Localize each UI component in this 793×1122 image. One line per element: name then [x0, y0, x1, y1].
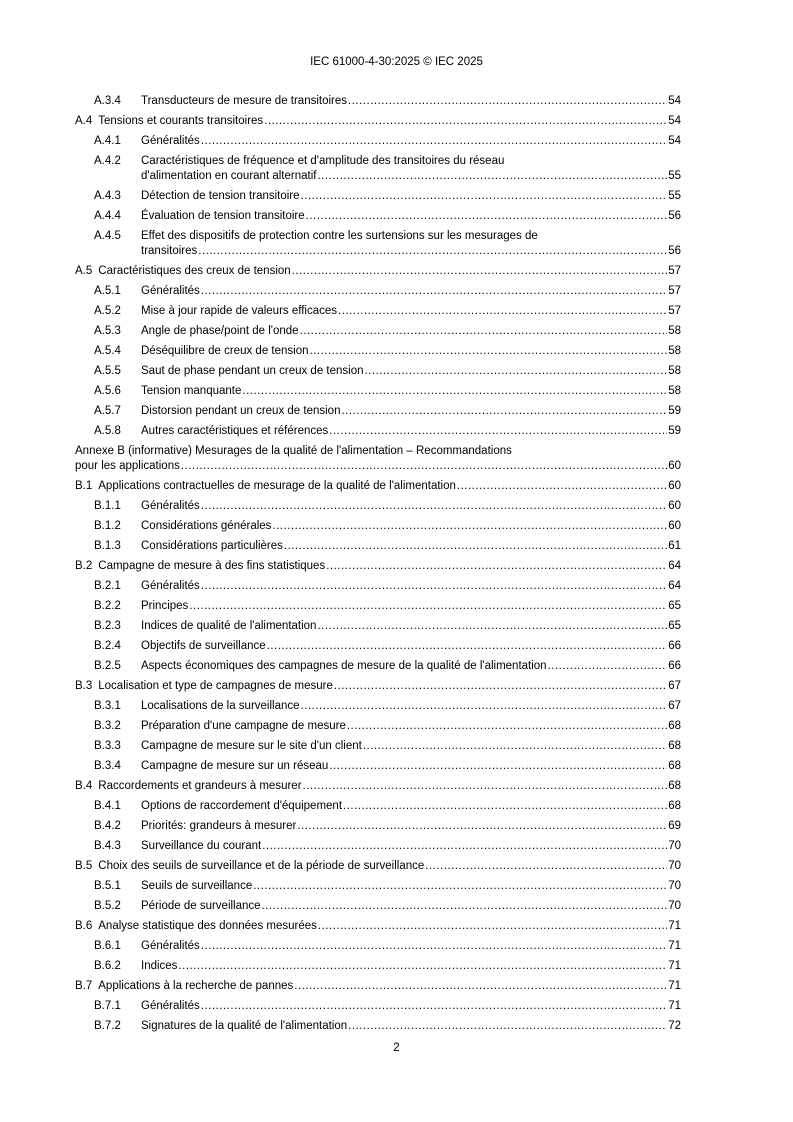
toc-entry-page: 71	[668, 940, 681, 952]
toc-entry[interactable]	[75, 919, 681, 934]
toc-entry-title: Choix des seuils de surveillance et de la période de surveillance	[98, 860, 425, 872]
toc-entry[interactable]	[75, 189, 681, 204]
toc-entry-page: 60	[668, 520, 681, 532]
toc-entry[interactable]	[75, 899, 681, 914]
toc-entry-page: 72	[668, 1020, 681, 1032]
toc-entry-title: Principes	[141, 600, 189, 612]
toc-entry-page: 59	[668, 425, 681, 437]
toc-entry-page: 68	[668, 720, 681, 732]
toc-entry-number: B.7	[75, 980, 93, 992]
toc-entry-number: B.3.2	[94, 720, 121, 732]
toc-entry-number: A.5	[75, 265, 93, 277]
toc-entry-title: Localisation et type de campagnes de mesure	[98, 680, 333, 692]
toc-entry-number: B.5.2	[94, 900, 121, 912]
toc-entry-page: 68	[668, 740, 681, 752]
toc-entry[interactable]	[75, 229, 681, 259]
toc-entry-title: Raccordements et grandeurs à mesurer	[98, 780, 302, 792]
toc-entry-number: B.2.4	[94, 640, 121, 652]
toc-entry-title-continued: transitoires	[141, 245, 198, 257]
dot-leader	[318, 919, 667, 934]
toc-entry-title: Généralités	[141, 580, 200, 592]
toc-entry-title: Priorités: grandeurs à mesurer	[141, 820, 297, 832]
toc-entry-page: 56	[668, 245, 681, 257]
toc-entry-page: 68	[668, 760, 681, 772]
toc-entry-number: B.1.3	[94, 540, 121, 552]
toc-entry-page: 71	[668, 980, 681, 992]
toc-entry-title: Généralités	[141, 285, 200, 297]
dot-leader	[341, 404, 667, 419]
toc-entry-number: B.2.5	[94, 660, 121, 672]
toc-entry-title: Campagne de mesure sur un réseau	[141, 760, 329, 772]
toc-entry-title: Caractéristiques des creux de tension	[98, 265, 291, 277]
toc-entry-page: 64	[668, 580, 681, 592]
dot-leader	[329, 759, 667, 774]
dot-leader	[363, 739, 667, 754]
dot-leader	[201, 579, 667, 594]
toc-entry[interactable]	[75, 959, 681, 974]
toc-entry-page: 66	[668, 660, 681, 672]
toc-entry[interactable]	[75, 304, 681, 319]
toc-entry[interactable]	[75, 134, 681, 149]
dot-leader	[348, 1019, 667, 1034]
toc-entry-page: 61	[668, 540, 681, 552]
dot-leader	[306, 209, 668, 224]
dot-leader	[334, 679, 667, 694]
toc-entry[interactable]	[75, 499, 681, 514]
toc-entry-number: B.2.3	[94, 620, 121, 632]
toc-entry-title: Effet des dispositifs de protection contre les surtensions sur les mesurages de	[141, 230, 538, 242]
toc-entry-page: 70	[668, 880, 681, 892]
dot-leader	[178, 959, 667, 974]
toc-entry-title: Caractéristiques de fréquence et d'amplitude des transitoires du réseau	[141, 155, 505, 167]
toc-entry-number: A.4.3	[94, 190, 121, 202]
toc-entry-number: B.6.2	[94, 960, 121, 972]
dot-leader	[301, 699, 668, 714]
toc-entry-title: Autres caractéristiques et références	[141, 425, 329, 437]
toc-entry[interactable]	[75, 819, 681, 834]
dot-leader	[201, 134, 667, 149]
toc-entry[interactable]	[75, 209, 681, 224]
dot-leader	[338, 304, 667, 319]
dot-leader	[348, 94, 667, 109]
toc-entry[interactable]	[75, 519, 681, 534]
dot-leader	[264, 114, 667, 129]
dot-leader	[189, 599, 667, 614]
toc-entry-number: B.2.2	[94, 600, 121, 612]
toc-entry[interactable]	[75, 404, 681, 419]
dot-leader	[457, 479, 667, 494]
toc-entry[interactable]	[75, 539, 681, 554]
toc-entry-number: A.5.3	[94, 325, 121, 337]
dot-leader	[310, 344, 668, 359]
dot-leader	[181, 459, 667, 474]
toc-entry-number: A.5.4	[94, 345, 121, 357]
toc-entry-number: B.2.1	[94, 580, 121, 592]
toc-entry-title: Signatures de la qualité de l'alimentation	[141, 1020, 348, 1032]
toc-entry-number: B.4.1	[94, 800, 121, 812]
toc-entry-title: Campagne de mesure à des fins statistiques	[98, 560, 326, 572]
toc-entry[interactable]	[75, 154, 681, 184]
toc-entry-page: 67	[668, 680, 681, 692]
toc-entry-title: Applications contractuelles de mesurage de la qualité de l'alimentation	[98, 480, 456, 492]
toc-entry-number: B.7.1	[94, 1000, 121, 1012]
dot-leader	[301, 189, 668, 204]
dot-leader	[272, 519, 667, 534]
toc-entry-number: A.4	[75, 115, 93, 127]
toc-entry-page: 54	[668, 135, 681, 147]
toc-entry-number: A.4.2	[94, 155, 121, 167]
dot-leader	[262, 899, 668, 914]
toc-entry[interactable]	[75, 384, 681, 399]
toc-entry[interactable]	[75, 364, 681, 379]
dot-leader	[201, 999, 667, 1014]
toc-entry[interactable]	[75, 559, 681, 574]
toc-entry-page: 65	[668, 600, 681, 612]
toc-entry[interactable]	[75, 324, 681, 339]
toc-entry[interactable]	[75, 619, 681, 634]
dot-leader	[198, 244, 667, 259]
toc-entry-number: B.3	[75, 680, 93, 692]
toc-entry-page: 59	[668, 405, 681, 417]
dot-leader	[317, 619, 667, 634]
toc-entry[interactable]	[75, 979, 681, 994]
toc-entry-title: Évaluation de tension transitoire	[141, 210, 305, 222]
toc-entry[interactable]	[75, 659, 681, 674]
toc-entry[interactable]	[75, 284, 681, 299]
toc-entry-title: Tension manquante	[141, 385, 242, 397]
toc-entry-number: A.5.5	[94, 365, 121, 377]
dot-leader	[267, 639, 668, 654]
toc-entry-page: 54	[668, 95, 681, 107]
dot-leader	[303, 779, 668, 794]
toc-entry-page: 60	[668, 480, 681, 492]
toc-entry-page: 64	[668, 560, 681, 572]
toc-entry-title: Généralités	[141, 940, 200, 952]
toc-entry-title: Surveillance du courant	[141, 840, 262, 852]
toc-entry-page: 70	[668, 840, 681, 852]
toc-entry[interactable]	[75, 699, 681, 714]
page-number: 2	[393, 1042, 400, 1054]
toc-entry-page: 71	[668, 1000, 681, 1012]
toc-entry-number: B.1.2	[94, 520, 121, 532]
toc-entry[interactable]	[75, 264, 681, 279]
toc-entry-number: A.5.1	[94, 285, 121, 297]
toc-entry-title: Mise à jour rapide de valeurs efficaces	[141, 305, 338, 317]
toc-entry-page: 68	[668, 780, 681, 792]
toc-entry-page: 55	[668, 170, 681, 182]
toc-entry-title: Seuils de surveillance	[141, 880, 253, 892]
toc-entry-number: B.3.1	[94, 700, 121, 712]
toc-entry-page: 70	[668, 860, 681, 872]
toc-entry[interactable]	[75, 344, 681, 359]
toc-entry-page: 57	[668, 305, 681, 317]
toc-entry[interactable]	[75, 639, 681, 654]
dot-leader	[262, 839, 667, 854]
toc-entry[interactable]	[75, 839, 681, 854]
toc-entry-page: 71	[668, 960, 681, 972]
toc-entry-title: Annexe B (informative) Mesurages de la qualité de l'alimentation – Recommandations	[75, 445, 512, 457]
toc-entry-page: 65	[668, 620, 681, 632]
toc-entry-title: Indices	[141, 960, 178, 972]
dot-leader	[317, 169, 667, 184]
toc-entry[interactable]	[75, 719, 681, 734]
dot-leader	[300, 324, 668, 339]
toc-entry[interactable]	[75, 94, 681, 109]
toc-entry-title: Applications à la recherche de pannes	[98, 980, 294, 992]
toc-entry-title: Aspects économiques des campagnes de mesure de la qualité de l'alimentation	[141, 660, 547, 672]
toc-entry-page: 57	[668, 265, 681, 277]
toc-entry-page: 58	[668, 385, 681, 397]
dot-leader	[365, 364, 668, 379]
toc-entry-number: B.3.4	[94, 760, 121, 772]
toc-entry-title: Transducteurs de mesure de transitoires	[141, 95, 348, 107]
toc-entry-page: 54	[668, 115, 681, 127]
toc-entry-number: A.4.1	[94, 135, 121, 147]
toc-entry-page: 58	[668, 345, 681, 357]
toc-entry-page: 60	[668, 460, 681, 472]
toc-entry-number: A.5.6	[94, 385, 121, 397]
toc-entry-title: Détection de tension transitoire	[141, 190, 300, 202]
toc-entry[interactable]	[75, 939, 681, 954]
toc-entry[interactable]	[75, 599, 681, 614]
dot-leader	[284, 539, 667, 554]
toc-entry[interactable]	[75, 114, 681, 129]
toc-entry-title: Considérations générales	[141, 520, 272, 532]
dot-leader	[294, 979, 667, 994]
dot-leader	[292, 264, 668, 279]
toc-entry-number: A.4.4	[94, 210, 121, 222]
toc-entry-number: B.6.1	[94, 940, 121, 952]
toc-entry[interactable]	[75, 1019, 681, 1034]
toc-entry-title: Options de raccordement d'équipement	[141, 800, 343, 812]
toc-entry-title: Saut de phase pendant un creux de tension	[141, 365, 364, 377]
toc-entry-page: 58	[668, 325, 681, 337]
toc-entry-page: 55	[668, 190, 681, 202]
toc-entry[interactable]	[75, 679, 681, 694]
toc-entry-number: A.5.8	[94, 425, 121, 437]
toc-entry-title: Déséquilibre de creux de tension	[141, 345, 309, 357]
page-header: IEC 61000-4-30:2025 © IEC 2025	[310, 56, 483, 68]
toc-entry-number: A.3.4	[94, 95, 121, 107]
toc-entry-page: 70	[668, 900, 681, 912]
toc-entry-title: Campagne de mesure sur le site d'un client	[141, 740, 362, 752]
toc-entry-page: 57	[668, 285, 681, 297]
toc-entry-number: B.5.1	[94, 880, 121, 892]
toc-entry-number: B.1.1	[94, 500, 121, 512]
toc-entry-title: Distorsion pendant un creux de tension	[141, 405, 341, 417]
dot-leader	[242, 384, 667, 399]
toc-entry-title-continued: pour les applications	[75, 460, 180, 472]
table-of-contents	[75, 94, 681, 1034]
toc-entry-page: 69	[668, 820, 681, 832]
toc-entry-number: A.5.2	[94, 305, 121, 317]
dot-leader	[201, 499, 667, 514]
dot-leader	[297, 819, 667, 834]
toc-entry[interactable]	[75, 859, 681, 874]
toc-entry[interactable]	[75, 759, 681, 774]
toc-entry[interactable]	[75, 479, 681, 494]
toc-entry-page: 68	[668, 800, 681, 812]
toc-entry-number: A.4.5	[94, 230, 121, 242]
toc-entry-title: Préparation d'une campagne de mesure	[141, 720, 346, 732]
toc-entry[interactable]	[75, 739, 681, 754]
toc-entry[interactable]	[75, 779, 681, 794]
toc-entry-page: 58	[668, 365, 681, 377]
dot-leader	[329, 424, 667, 439]
toc-entry-title: Généralités	[141, 135, 200, 147]
toc-entry[interactable]	[75, 879, 681, 894]
toc-entry-title: Période de surveillance	[141, 900, 261, 912]
toc-entry-number: B.4	[75, 780, 93, 792]
toc-entry[interactable]	[75, 444, 681, 474]
toc-entry-number: B.2	[75, 560, 93, 572]
dot-leader	[343, 799, 667, 814]
toc-entry-title: Généralités	[141, 500, 200, 512]
toc-entry-page: 67	[668, 700, 681, 712]
toc-entry-number: B.6	[75, 920, 93, 932]
toc-entry-title: Indices de qualité de l'alimentation	[141, 620, 317, 632]
dot-leader	[425, 859, 667, 874]
toc-entry[interactable]	[75, 799, 681, 814]
dot-leader	[201, 284, 667, 299]
toc-entry-title: Localisations de la surveillance	[141, 700, 300, 712]
toc-entry-page: 66	[668, 640, 681, 652]
dot-leader	[548, 659, 668, 674]
toc-entry-title: Généralités	[141, 1000, 200, 1012]
toc-entry-number: B.4.3	[94, 840, 121, 852]
dot-leader	[253, 879, 667, 894]
dot-leader	[347, 719, 667, 734]
toc-entry[interactable]	[75, 579, 681, 594]
toc-entry-number: B.5	[75, 860, 93, 872]
toc-entry[interactable]	[75, 999, 681, 1014]
toc-entry-number: B.7.2	[94, 1020, 121, 1032]
toc-entry-title: Tensions et courants transitoires	[98, 115, 264, 127]
toc-entry-page: 56	[668, 210, 681, 222]
toc-entry-title: Angle de phase/point de l'onde	[141, 325, 299, 337]
toc-entry-title: Considérations particulières	[141, 540, 283, 552]
toc-entry-page: 71	[668, 920, 681, 932]
toc-entry-title: Analyse statistique des données mesurées	[98, 920, 317, 932]
toc-entry-title: Objectifs de surveillance	[141, 640, 266, 652]
toc-entry[interactable]	[75, 424, 681, 439]
toc-entry-number: B.1	[75, 480, 93, 492]
toc-entry-title-continued: d'alimentation en courant alternatif	[141, 170, 317, 182]
toc-entry-number: B.4.2	[94, 820, 121, 832]
toc-entry-number: A.5.7	[94, 405, 121, 417]
toc-entry-page: 60	[668, 500, 681, 512]
dot-leader	[326, 559, 667, 574]
dot-leader	[201, 939, 667, 954]
toc-entry-number: B.3.3	[94, 740, 121, 752]
